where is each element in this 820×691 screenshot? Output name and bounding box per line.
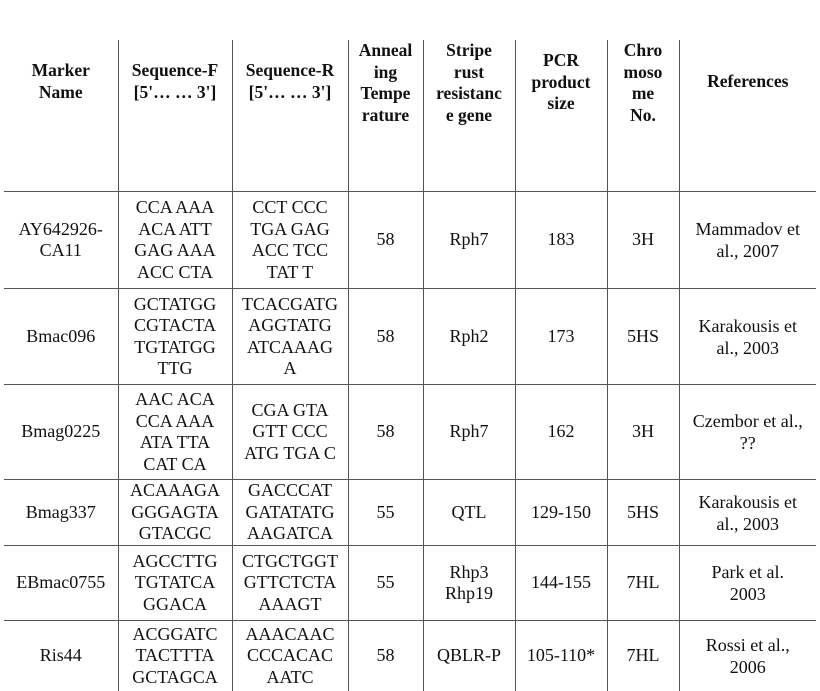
cell-sequence-r: AAACAAC CCCACAC AATC xyxy=(232,621,348,691)
cell-gene: Rph7 xyxy=(423,385,515,480)
cell-size: 144-155 xyxy=(515,546,607,621)
table-row xyxy=(4,480,816,546)
header-references: References xyxy=(679,40,816,192)
cell-chromosome: 7HL xyxy=(607,621,679,691)
cell-chromosome: 5HS xyxy=(607,289,679,385)
table-row xyxy=(4,289,816,385)
cell-marker: Bmag0225 xyxy=(4,385,118,480)
cell-sequence-r: CGA GTA GTT CCC ATG TGA C xyxy=(232,385,348,480)
cell-sequence-f: AGCCTTG TGTATCA GGACA xyxy=(118,546,232,621)
cell-marker: AY642926- CA11 xyxy=(4,192,118,289)
cell-reference: Rossi et al., 2006 xyxy=(679,621,816,691)
cell-size: 162 xyxy=(515,385,607,480)
cell-sequence-f: ACGGATC TACTTTA GCTAGCA xyxy=(118,621,232,691)
cell-reference: Mammadov et al., 2007 xyxy=(679,192,816,289)
cell-size: 129-150 xyxy=(515,480,607,546)
header-marker-name: Marker Name xyxy=(4,40,118,192)
cell-chromosome: 5HS xyxy=(607,480,679,546)
cell-temperature: 55 xyxy=(348,480,423,546)
cell-chromosome: 7HL xyxy=(607,546,679,621)
table-row xyxy=(4,546,816,621)
cell-sequence-f: CCA AAA ACA ATT GAG AAA ACC CTA xyxy=(118,192,232,289)
cell-reference: Karakousis et al., 2003 xyxy=(679,480,816,546)
header-stripe-rust-gene: Stripe rust resistanc e gene xyxy=(423,40,515,192)
cell-reference: Karakousis et al., 2003 xyxy=(679,289,816,385)
cell-chromosome: 3H xyxy=(607,385,679,480)
table-row xyxy=(4,385,816,480)
cell-temperature: 55 xyxy=(348,546,423,621)
marker-table xyxy=(4,40,816,691)
header-pcr-product-size: PCR product size xyxy=(515,40,607,192)
table-row xyxy=(4,621,816,691)
header-chromosome-no: Chro moso me No. xyxy=(607,40,679,192)
cell-chromosome: 3H xyxy=(607,192,679,289)
cell-gene: Rph2 xyxy=(423,289,515,385)
cell-marker: Ris44 xyxy=(4,621,118,691)
cell-sequence-r: CCT CCC TGA GAG ACC TCC TAT T xyxy=(232,192,348,289)
cell-sequence-f: GCTATGG CGTACTA TGTATGG TTG xyxy=(118,289,232,385)
cell-marker: EBmac0755 xyxy=(4,546,118,621)
header-row xyxy=(4,40,816,192)
cell-sequence-f: AAC ACA CCA AAA ATA TTA CAT CA xyxy=(118,385,232,480)
cell-size: 183 xyxy=(515,192,607,289)
cell-marker: Bmag337 xyxy=(4,480,118,546)
cell-gene: Rph7 xyxy=(423,192,515,289)
cell-temperature: 58 xyxy=(348,192,423,289)
cell-marker: Bmac096 xyxy=(4,289,118,385)
header-sequence-f: Sequence-F [5'… … 3'] xyxy=(118,40,232,192)
cell-sequence-r: TCACGATG AGGTATG ATCAAAG A xyxy=(232,289,348,385)
cell-sequence-r: GACCCAT GATATATG AAGATCA xyxy=(232,480,348,546)
cell-gene: QBLR-P xyxy=(423,621,515,691)
cell-size: 105-110* xyxy=(515,621,607,691)
cell-temperature: 58 xyxy=(348,289,423,385)
cell-sequence-r: CTGCTGGT GTTCTCTA AAAGT xyxy=(232,546,348,621)
cell-gene: QTL xyxy=(423,480,515,546)
cell-temperature: 58 xyxy=(348,385,423,480)
cell-reference: Park et al. 2003 xyxy=(679,546,816,621)
header-sequence-r: Sequence-R [5'… … 3'] xyxy=(232,40,348,192)
header-annealing-temperature: Anneal ing Tempe rature xyxy=(348,40,423,192)
cell-reference: Czembor et al., ?? xyxy=(679,385,816,480)
table-row xyxy=(4,192,816,289)
cell-sequence-f: ACAAAGA GGGAGTA GTACGC xyxy=(118,480,232,546)
cell-size: 173 xyxy=(515,289,607,385)
cell-gene: Rhp3 Rhp19 xyxy=(423,546,515,621)
cell-temperature: 58 xyxy=(348,621,423,691)
